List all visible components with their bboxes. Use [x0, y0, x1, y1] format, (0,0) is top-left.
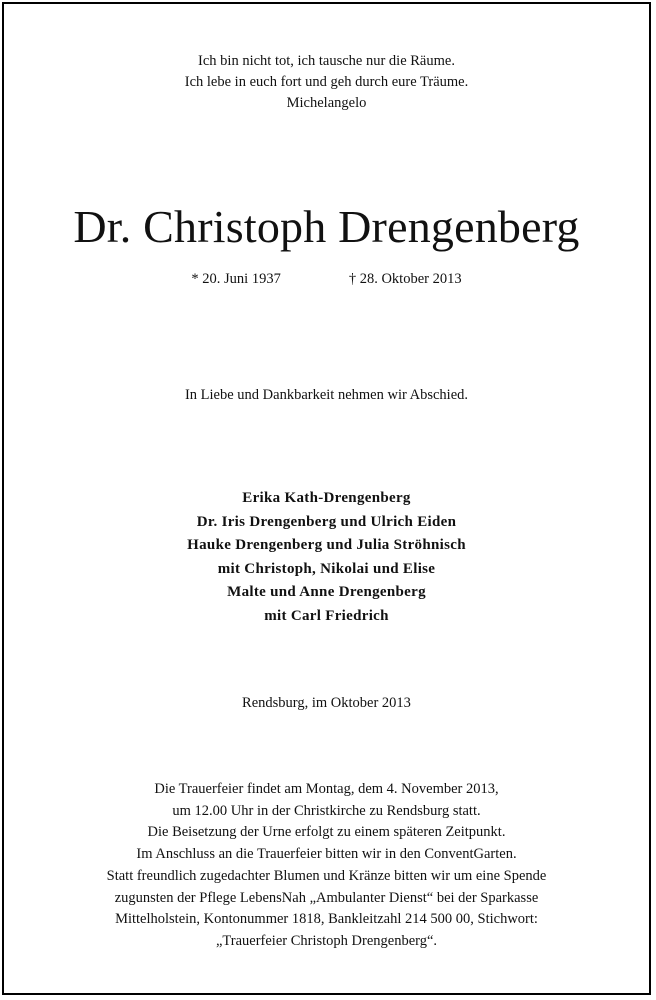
funeral-info-line: „Trauerfeier Christoph Drengenberg“. — [215, 932, 438, 949]
family-member: Malte und Anne Drengenberg — [227, 584, 426, 600]
funeral-info-line: zugunsten der Pflege LebensNah „Ambulanter Dienst“ bei der Sparkasse — [114, 889, 539, 906]
farewell-text: In Liebe und Dankbarkeit nehmen wir Abschied. — [184, 387, 469, 403]
birth-date: * 20. Juni 1937 — [191, 271, 281, 287]
quote-author: Michelangelo — [286, 95, 367, 111]
deceased-name: Dr. Christoph Drengenberg — [73, 201, 580, 252]
family-member: Dr. Iris Drengenberg und Ulrich Eiden — [196, 513, 457, 530]
funeral-info — [4, 779, 649, 953]
family-member: Erika Kath-Drengenberg — [242, 490, 411, 506]
family-member: mit Carl Friedrich — [264, 607, 389, 624]
life-dates — [4, 269, 649, 289]
funeral-info-line: Statt freundlich zugedachter Blumen und Kränze bitten wir um eine Spende — [106, 867, 547, 884]
funeral-info-line: Die Beisetzung der Urne erfolgt zu einem späteren Zeitpunkt. — [147, 824, 506, 841]
quote-line: Ich bin nicht tot, ich tausche nur die Räume. — [198, 53, 455, 69]
family-list — [4, 487, 649, 628]
quote-line: Ich lebe in euch fort und geh durch eure Träume. — [184, 74, 469, 90]
place-date: Rendsburg, im Oktober 2013 — [242, 695, 411, 711]
funeral-info-line: Die Trauerfeier findet am Montag, dem 4. November 2013, — [154, 781, 499, 797]
quote-block — [4, 51, 649, 114]
funeral-info-line: um 12.00 Uhr in der Christkirche zu Rendsburg statt. — [172, 802, 481, 819]
funeral-info-line: Im Anschluss an die Trauerfeier bitten wir in den ConventGarten. — [136, 846, 517, 863]
family-member: Hauke Drengenberg und Julia Ströhnisch — [187, 537, 466, 553]
family-member: mit Christoph, Nikolai und Elise — [217, 560, 436, 577]
death-date: † 28. Oktober 2013 — [348, 271, 462, 287]
obituary-notice — [2, 2, 651, 995]
funeral-info-line: Mittelholstein, Kontonummer 1818, Bankleitzahl 214 500 00, Stichwort: — [115, 911, 538, 928]
